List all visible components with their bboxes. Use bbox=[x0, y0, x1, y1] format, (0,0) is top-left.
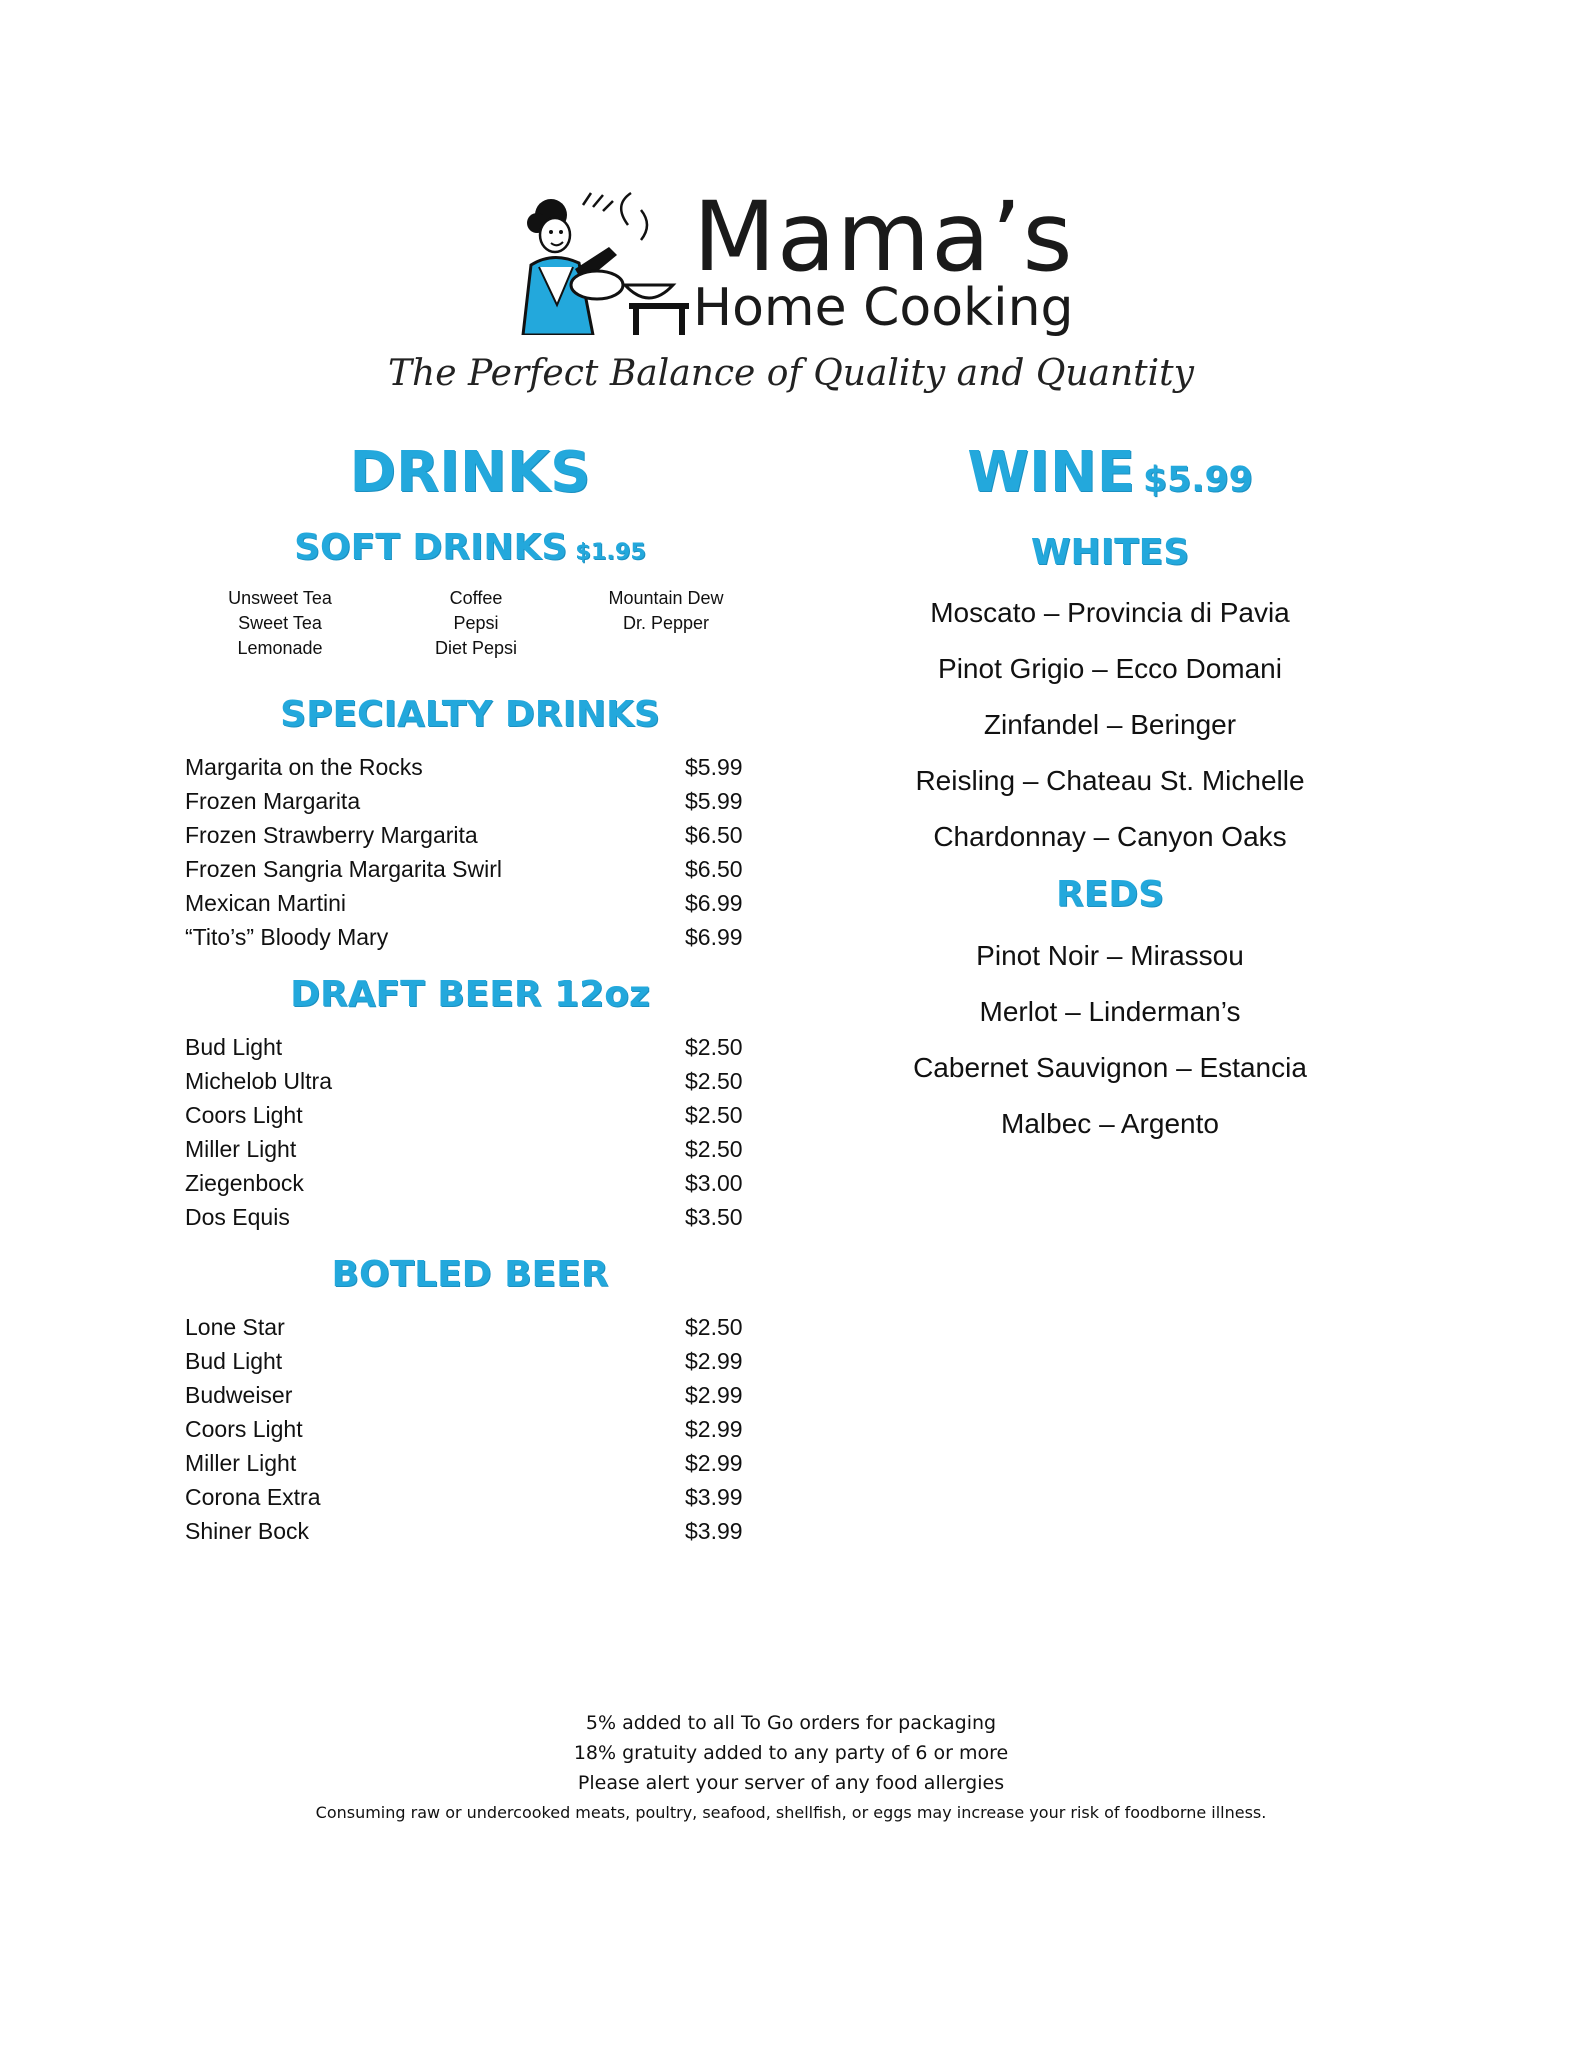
soft-drink-item: Diet Pepsi bbox=[434, 638, 518, 658]
item-name: Lone Star bbox=[185, 1314, 285, 1340]
item-price: $6.50 bbox=[685, 856, 743, 882]
soft-drink-item: Sweet Tea bbox=[238, 613, 322, 633]
restaurant-logo bbox=[513, 181, 1074, 338]
item-price: $5.99 bbox=[685, 788, 743, 814]
list-item: Malbec – Argento bbox=[1001, 1108, 1219, 1139]
tagline: The Perfect Balance of Quality and Quantity bbox=[388, 353, 1194, 394]
footer-notes bbox=[0, 1708, 1582, 1828]
item-name: Michelob Ultra bbox=[185, 1068, 332, 1094]
reds-heading: REDS bbox=[1055, 874, 1165, 915]
item-price: $5.99 bbox=[685, 754, 743, 780]
item-name: Bud Light bbox=[185, 1348, 283, 1374]
list-item: Pinot Grigio – Ecco Domani bbox=[938, 653, 1282, 684]
soft-drink-item: Lemonade bbox=[237, 638, 323, 658]
list-item: Reisling – Chateau St. Michelle bbox=[915, 765, 1305, 796]
item-name: Coors Light bbox=[185, 1102, 303, 1128]
item-name: Frozen Margarita bbox=[185, 788, 361, 814]
soft-drinks-label: SOFT DRINKS bbox=[294, 527, 568, 568]
list-item: Pinot Noir – Mirassou bbox=[976, 940, 1244, 971]
logo-subtitle: Home Cooking bbox=[693, 278, 1074, 338]
item-price: $2.50 bbox=[685, 1136, 743, 1162]
list-item bbox=[185, 1132, 745, 1166]
mama-cooking-icon bbox=[513, 185, 693, 335]
list-item: Moscato – Provincia di Pavia bbox=[930, 597, 1290, 628]
item-name: Mexican Martini bbox=[185, 890, 347, 916]
item-name: “Tito’s” Bloody Mary bbox=[185, 924, 389, 950]
item-price: $3.50 bbox=[685, 1204, 743, 1230]
list-item bbox=[185, 1064, 745, 1098]
footer-line: Please alert your server of any food allergies bbox=[577, 1772, 1005, 1794]
item-name: Frozen Strawberry Margarita bbox=[185, 822, 478, 848]
item-price: $6.50 bbox=[685, 822, 743, 848]
draft-beer-heading: DRAFT BEER 12oz bbox=[290, 974, 650, 1015]
list-item bbox=[185, 1310, 745, 1344]
list-item bbox=[185, 1446, 745, 1480]
soft-drink-item: Pepsi bbox=[453, 613, 499, 633]
item-price: $3.99 bbox=[685, 1484, 743, 1510]
item-price: $2.99 bbox=[685, 1382, 743, 1408]
list-item bbox=[185, 1412, 745, 1446]
drinks-heading: DRINKS bbox=[349, 440, 591, 505]
list-item: Zinfandel – Beringer bbox=[983, 709, 1237, 740]
list-item bbox=[185, 1378, 745, 1412]
soft-drinks-price: $1.95 bbox=[575, 539, 646, 565]
soft-drinks-list bbox=[180, 586, 760, 666]
item-name: Bud Light bbox=[185, 1034, 283, 1060]
list-item: Cabernet Sauvignon – Estancia bbox=[913, 1052, 1307, 1083]
item-price: $3.99 bbox=[685, 1518, 743, 1544]
list-item bbox=[185, 750, 745, 784]
whites-list bbox=[860, 585, 1360, 865]
item-price: $2.99 bbox=[685, 1450, 743, 1476]
item-name: Shiner Bock bbox=[185, 1518, 310, 1544]
wine-label: WINE bbox=[967, 440, 1135, 505]
list-item bbox=[185, 920, 745, 954]
item-name: Miller Light bbox=[185, 1450, 297, 1476]
draft-beer-list bbox=[185, 1030, 745, 1234]
list-item bbox=[185, 1514, 745, 1548]
item-price: $2.50 bbox=[685, 1068, 743, 1094]
list-item bbox=[185, 1030, 745, 1064]
list-item bbox=[185, 1344, 745, 1378]
item-price: $2.99 bbox=[685, 1416, 743, 1442]
item-name: Budweiser bbox=[185, 1382, 293, 1408]
soft-drink-item: Dr. Pepper bbox=[622, 613, 710, 633]
list-item bbox=[185, 1098, 745, 1132]
item-name: Margarita on the Rocks bbox=[185, 754, 423, 780]
logo-title: Mama’s bbox=[693, 181, 1074, 293]
soft-drinks-column bbox=[180, 586, 380, 661]
soft-drink-item: Coffee bbox=[449, 588, 503, 608]
wine-heading bbox=[900, 440, 1320, 505]
list-item bbox=[185, 852, 745, 886]
soft-drinks-column bbox=[376, 586, 576, 661]
item-name: Miller Light bbox=[185, 1136, 297, 1162]
item-price: $6.99 bbox=[685, 890, 743, 916]
specialty-drinks-list bbox=[185, 750, 745, 954]
item-name: Frozen Sangria Margarita Swirl bbox=[185, 856, 503, 882]
bottled-beer-heading: BOTLED BEER bbox=[331, 1254, 609, 1295]
list-item bbox=[185, 818, 745, 852]
soft-drink-item: Mountain Dew bbox=[608, 588, 724, 608]
item-price: $3.00 bbox=[685, 1170, 743, 1196]
item-price: $2.50 bbox=[685, 1034, 743, 1060]
reds-list bbox=[860, 928, 1360, 1152]
soft-drinks-heading bbox=[260, 527, 680, 568]
item-name: Corona Extra bbox=[185, 1484, 321, 1510]
list-item: Chardonnay – Canyon Oaks bbox=[933, 821, 1287, 852]
list-item bbox=[185, 784, 745, 818]
list-item bbox=[185, 886, 745, 920]
wine-price: $5.99 bbox=[1142, 460, 1253, 500]
soft-drinks-column bbox=[566, 586, 766, 636]
soft-drink-item: Unsweet Tea bbox=[228, 588, 332, 608]
item-price: $6.99 bbox=[685, 924, 743, 950]
list-item bbox=[185, 1200, 745, 1234]
whites-heading: WHITES bbox=[1030, 532, 1190, 573]
specialty-drinks-heading: SPECIALTY DRINKS bbox=[280, 694, 660, 735]
item-name: Ziegenbock bbox=[185, 1170, 304, 1196]
list-item bbox=[185, 1480, 745, 1514]
footer-line: 18% gratuity added to any party of 6 or more bbox=[573, 1742, 1009, 1764]
footer-line: 5% added to all To Go orders for packaging bbox=[585, 1712, 997, 1734]
item-name: Coors Light bbox=[185, 1416, 303, 1442]
item-price: $2.99 bbox=[685, 1348, 743, 1374]
item-name: Dos Equis bbox=[185, 1204, 290, 1230]
bottled-beer-list bbox=[185, 1310, 745, 1548]
list-item: Merlot – Linderman’s bbox=[979, 996, 1241, 1027]
list-item bbox=[185, 1166, 745, 1200]
footer-disclaimer: Consuming raw or undercooked meats, poultry, seafood, shellfish, or eggs may increase your risk of foodborne illness. bbox=[315, 1803, 1267, 1822]
item-price: $2.50 bbox=[685, 1314, 743, 1340]
item-price: $2.50 bbox=[685, 1102, 743, 1128]
